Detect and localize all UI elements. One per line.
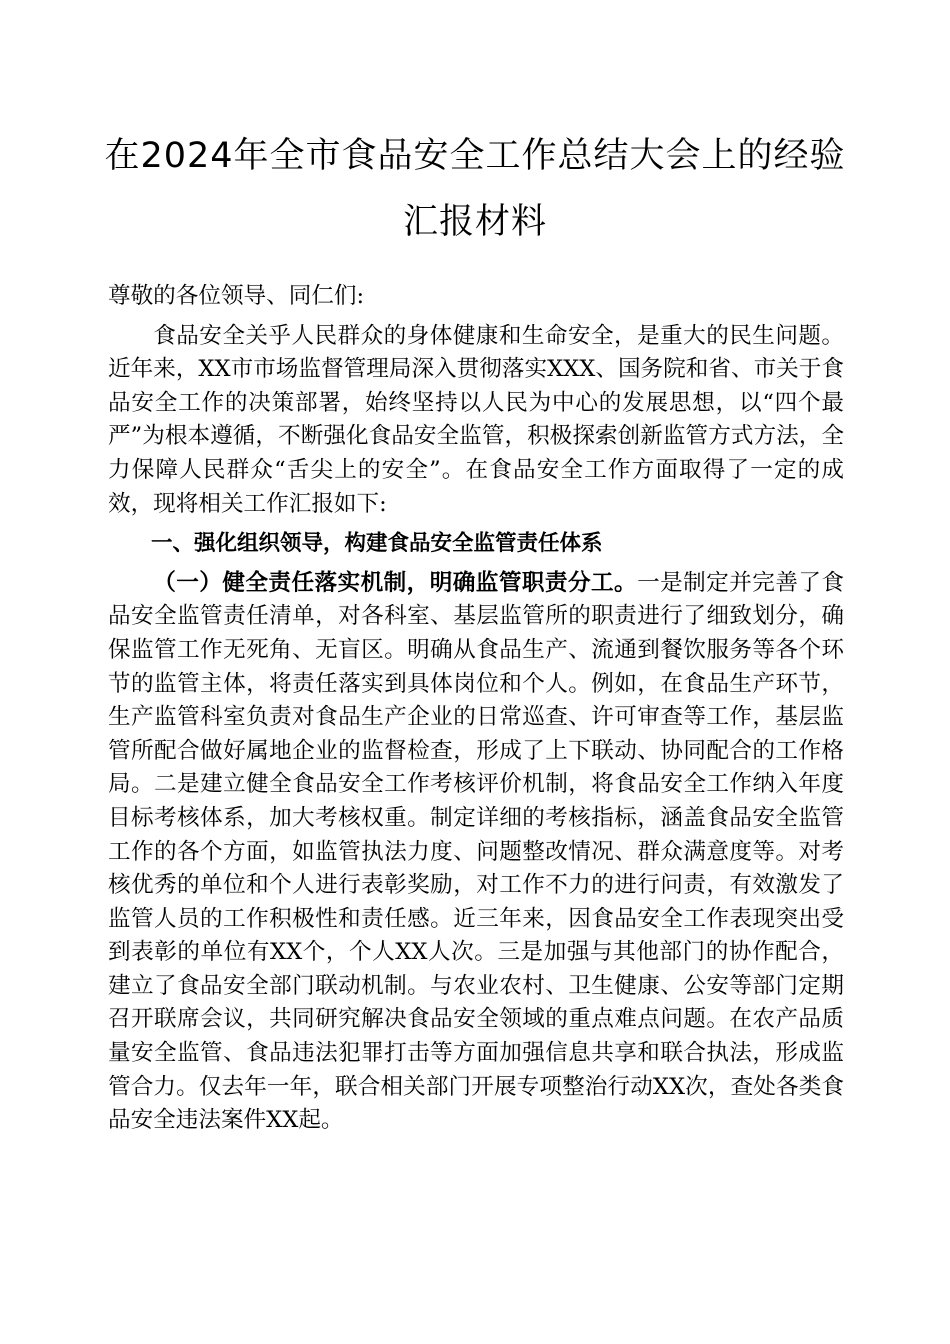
section-heading-1: 一、强化组织领导，构建食品安全监管责任体系 (151, 531, 603, 557)
subsection-paragraph-1 (108, 567, 844, 1138)
document-title-line-1: 在2024年全市食品安全工作总结大会上的经验 (104, 136, 846, 176)
document-title-line-2: 汇报材料 (402, 202, 547, 242)
subsection-heading-1: （一）健全责任落实机制，明确监管职责分工。 (153, 569, 638, 596)
subsection-body-1: 一是制定并完善了食品安全监管责任清单，对各科室、基层监管所的职责进行了细致划分，确保监管工作无死角、无盲区。明确从食品生产、流通到餐饮服务等各个环节的监管主体，将责任落实到具体岗位和个人。例如，在食品生产环节，生产监管科室负责对食品生产企业的日常巡查、许可审查等工作，基层监管所配合做好属地企业的监督检查，形成了上下联动、协同配合的工作格局。二是建立健全食品安全工作考核评价机制，将食品安全工作纳入年度目标考核体系，加大考核权重。制定详细的考核指标，涵盖食品安全监管工作的各个方面，如监管执法力度、问题整改情况、群众满意度等。对考核优秀的单位和个人进行表彰奖励，对工作不力的进行问责，有效激发了监管人员的工作积极性和责任感。近三年来，因食品安全工作表现突出受到表彰的单位有XX个，个人XX人次。三是加强与其他部门的协作配合，建立了食品安全部门联动机制。与农业农村、卫生健康、公安等部门定期召开联席会议，共同研究解决食品安全领域的重点难点问题。在农产品质量安全监管、食品违法犯罪打击等方面加强信息共享和联合执法，形成监管合力。仅去年一年，联合相关部门开展专项整治行动XX次，查处各类食品安全违法案件XX起。 (108, 569, 845, 1134)
document-body (108, 280, 844, 1138)
salutation: 尊敬的各位领导、同仁们: (108, 283, 365, 309)
intro-paragraph: 食品安全关乎人民群众的身体健康和生命安全，是重大的民生问题。近年来，XX市市场监督管理局深入贯彻落实XXX、国务院和省、市关于食品安全工作的决策部署，始终坚持以人民为中心的发展思想，以“四个最严”为根本遵循，不断强化食品安全监管，积极探索创新监管方式方法，全力保障人民群众“舌尖上的安全”。在食品安全工作方面取得了一定的成效，现将相关工作汇报如下: (108, 322, 844, 517)
